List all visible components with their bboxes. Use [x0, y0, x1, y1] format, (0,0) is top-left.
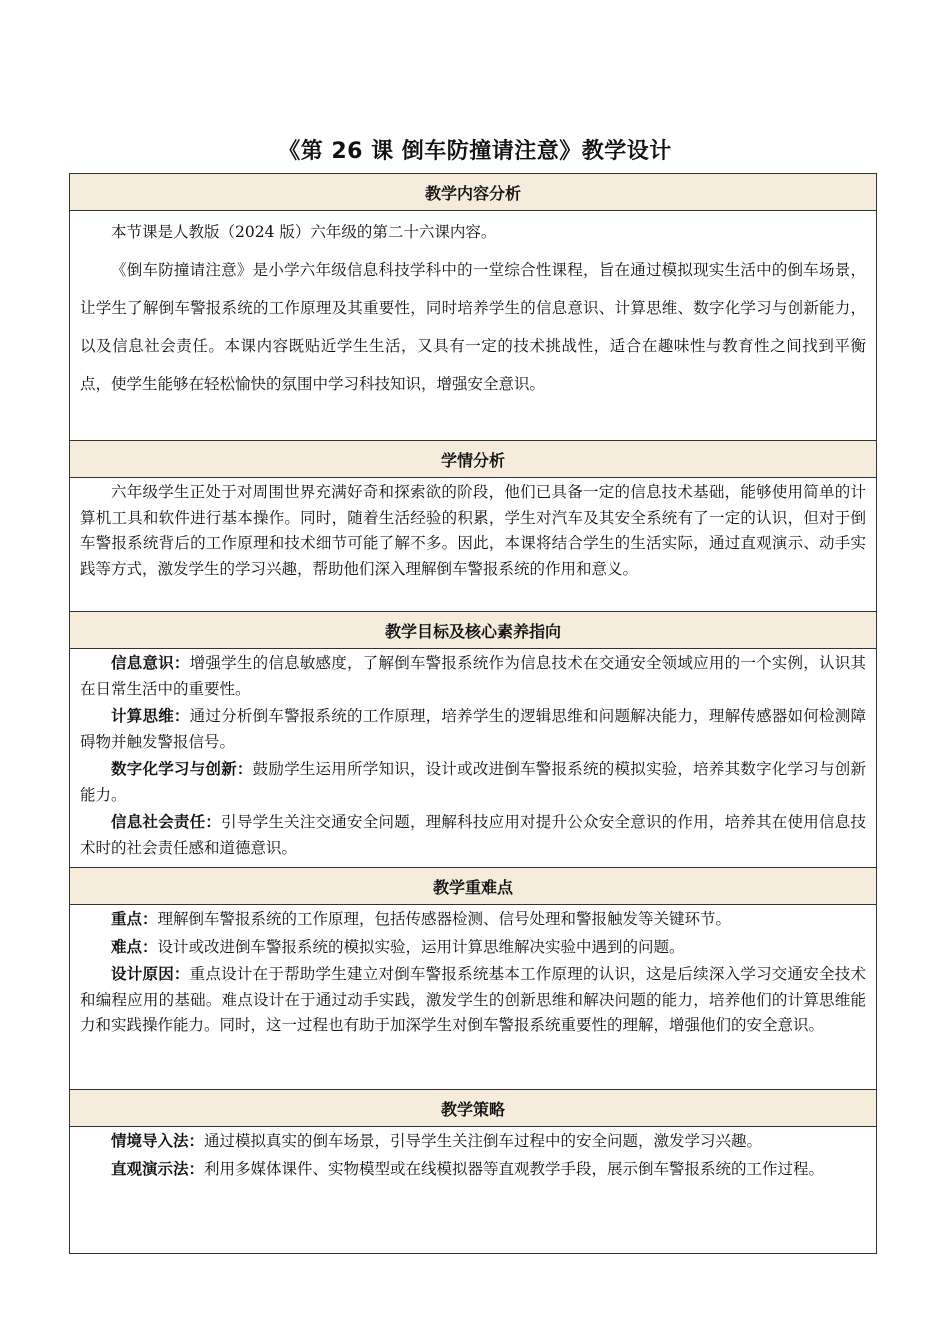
section-paragraph [80, 935, 866, 961]
paragraph-text: 利用多媒体课件、实物模型或在线模拟器等直观教学手段，展示倒车警报系统的工作过程。 [204, 1159, 825, 1178]
section-heading: 教学重难点 [70, 868, 877, 905]
paragraph-text: 增强学生的信息敏感度，了解倒车警报系统作为信息技术在交通安全领域应用的一个实例，认识其在日常生活中的重要性。 [80, 654, 866, 698]
paragraph-lead-term: 直观演示法： [111, 1159, 205, 1178]
paragraph-text: 理解倒车警报系统的工作原理，包括传感器检测、信号处理和警报触发等关键环节。 [157, 910, 732, 928]
paragraph-lead-term: 数字化学习与创新： [111, 760, 253, 778]
paragraph-lead-term: 情境导入法： [111, 1132, 205, 1150]
section-paragraph [80, 907, 866, 933]
paragraph-text: 六年级学生正处于对周围世界充满好奇和探索欲的阶段，他们已具备一定的信息技术基础，能够使用简单的计算机工具和软件进行基本操作。同时，随着生活经验的积累，学生对汽车及其安全系统有了一定的认识，但对于倒车警报系统背后的工作原理和技术细节可能了解不多。因此，本课将结合学生的生活实际，通过直观演示、动手实践等方式，激发学生的学习兴趣，帮助他们深入理解倒车警报系统的作用和意义。 [80, 483, 866, 578]
paragraph-text: 设计或改进倒车警报系统的模拟实验，运用计算思维解决实验中遇到的问题。 [157, 937, 685, 956]
paragraph-lead-term: 计算思维： [111, 707, 190, 725]
section-heading: 教学目标及核心素养指向 [70, 612, 877, 649]
section-paragraph [80, 962, 866, 1039]
section-paragraph [80, 480, 866, 582]
paragraph-lead-term: 信息意识： [111, 654, 190, 672]
section-paragraph [80, 213, 866, 251]
document-title: 《第 26 课 倒车防撞请注意》教学设计 [278, 139, 672, 164]
paragraph-text: 引导学生关注交通安全问题，理解科技应用对提升公众安全意识的作用，培养其在使用信息技术时的社会责任感和道德意识。 [80, 813, 866, 857]
paragraph-text: 重点设计在于帮助学生建立对倒车警报系统基本工作原理的认识，这是后续深入学习交通安全技术和编程应用的基础。难点设计在于通过动手实践，激发学生的创新思维和解决问题的能力，培养他们的计算思维能力和实践操作能力。同时，这一过程也有助于加深学生对倒车警报系统重要性的理解，增强他们的安全意识。 [80, 965, 866, 1034]
paragraph-lead-term: 设计原因： [111, 965, 190, 983]
section-body [70, 1127, 877, 1254]
section-paragraph [80, 1129, 866, 1155]
section-heading: 学情分析 [70, 441, 877, 478]
section-paragraph [80, 1157, 866, 1183]
paragraph-lead-term: 重点： [111, 910, 158, 928]
section-paragraph [80, 704, 866, 755]
section-body [70, 649, 877, 868]
section-body [70, 478, 877, 612]
section-paragraph [80, 251, 866, 403]
section-heading: 教学内容分析 [70, 174, 877, 211]
paragraph-lead-term: 信息社会责任： [111, 813, 222, 831]
section-paragraph [80, 651, 866, 702]
section-body [70, 211, 877, 441]
paragraph-lead-term: 难点： [111, 937, 158, 956]
paragraph-text: 通过分析倒车警报系统的工作原理，培养学生的逻辑思维和问题解决能力，理解传感器如何检测障碍物并触发警报信号。 [80, 707, 866, 751]
section-heading: 教学策略 [70, 1090, 877, 1127]
paragraph-text: 《倒车防撞请注意》是小学六年级信息科技学科中的一堂综合性课程，旨在通过模拟现实生活中的倒车场景，让学生了解倒车警报系统的工作原理及其重要性，同时培养学生的信息意识、计算思维、数字化学习与创新能力，以及信息社会责任。本课内容既贴近学生生活，又具有一定的技术挑战性，适合在趣味性与教育性之间找到平衡点，使学生能够在轻松愉快的氛围中学习科技知识，增强安全意识。 [80, 261, 866, 393]
section-body [70, 905, 877, 1090]
paragraph-text: 本节课是人教版（2024 版）六年级的第二十六课内容。 [111, 223, 497, 241]
section-paragraph [80, 757, 866, 808]
lesson-plan-table [69, 173, 877, 1254]
paragraph-text: 鼓励学生运用所学知识，设计或改进倒车警报系统的模拟实验，培养其数字化学习与创新能力。 [80, 760, 866, 804]
section-paragraph [80, 810, 866, 861]
paragraph-text: 通过模拟真实的倒车场景，引导学生关注倒车过程中的安全问题，激发学习兴趣。 [204, 1132, 763, 1150]
